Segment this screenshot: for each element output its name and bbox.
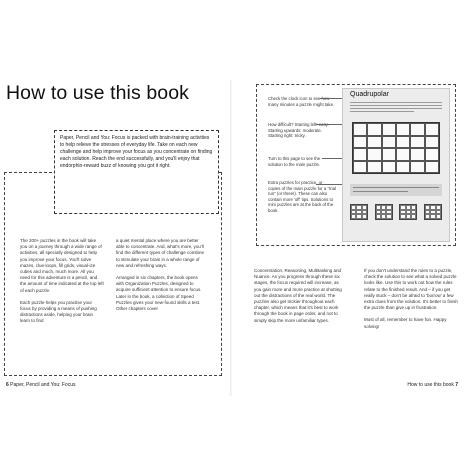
intro-text: Paper, Pencil and You: Focus is packed with brain-training activities to help relieve the stresses of everyday life. Take on each new challenge and help improve your focus as you concentrate on finding each solution. Reach the end successfully, and you'll enjoy that endorphin-reward buzz of knowing you got it right. [60,135,213,170]
page-number: 6 [6,382,9,388]
running-head: How to use this book [407,382,454,388]
page-title: How to use this book [6,82,190,104]
paragraph: a quiet mental place where you are better able to concentrate. And, what's more, you'll find the different types of challenge combine to stimulate your brain in a whole range of new and refreshing ways. [116,238,204,268]
left-column-1 [20,238,104,331]
example-instruction-lines [350,102,442,114]
annotation-extra-puzzles: Extra puzzles for practice, or copies of the main puzzle for a "trial run" (or three!). These can also contain more 'off' tips. Solutions to mini puzzles are at the back of the book. [268,180,336,213]
mini-puzzle [399,204,417,220]
annotation-clock: Check the clock icon to see how many minutes a puzzle might take. [268,96,335,107]
mini-puzzle [375,204,393,220]
running-head: Paper, Pencil and You: Focus [10,382,76,388]
paragraph: Arranged in six chapters, the book opens with Organization Puzzles, designed to acquire sufficient attention to ensure focus. Later in the book, a collection of Speed Puzzles gives your new-found skills a test. Other chapters cover [116,275,202,312]
book-gutter [230,80,234,396]
example-puzzle-grid [352,122,440,174]
paragraph: Most of all, remember to have fun. Happy solving! [364,317,447,329]
paragraph: Concentration, Reasoning, Multitasking and Nuance. As you progress through these six stages, the focus required will increase, as you gain more and more practice at shutting out the distractions of the real world. The puzzles also get trickier throughout each chapter, which means that it's best to work through the book in page order, and not to simply skip the more unfamiliar types. [254,268,342,323]
mini-puzzles [350,204,442,220]
mini-puzzle [424,204,442,220]
paragraph: If you don't understand the rules to a puzzle, check the solution to see what a solved puzzle looks like. Use this to work out how the rules relate to the finished result. And – if you get really stuck – don't be afraid to 'borrow' a few extra clues from the solution. It's better to finish the puzzle than give up in frustration. [364,268,458,311]
intro-callout [54,130,219,214]
right-column-2 [364,268,458,336]
annotation-solution: Turn to this page to see the solution to the main puzzle. [268,156,321,167]
annotation-difficulty: How difficult? Starting left: easy. Starting upwards: moderate. Starting right: tricky. [268,122,329,139]
left-column-2 [116,238,206,318]
right-footer [407,382,458,388]
example-puzzle-title: Quadrupolar [350,91,389,98]
page-number: 7 [455,382,458,388]
left-footer [6,382,76,388]
paragraph: The 200+ puzzles in the book will take you on a journey through a wide range of activities, all specially designed to help you improve your focus. You'll solve mazes, clue-loops, fill grids, visual-ize cubes and much, much more. All you need for this adventure is a pencil, and the amount of time indicated at the top left of each puzzle. [20,238,104,293]
mini-puzzle [350,204,368,220]
right-column-1 [254,268,344,330]
paragraph: Each puzzle helps you practise your focus by providing a means of pushing distractions aside, helping your brain learn to find [20,299,97,324]
extra-puzzles-header [350,184,442,196]
